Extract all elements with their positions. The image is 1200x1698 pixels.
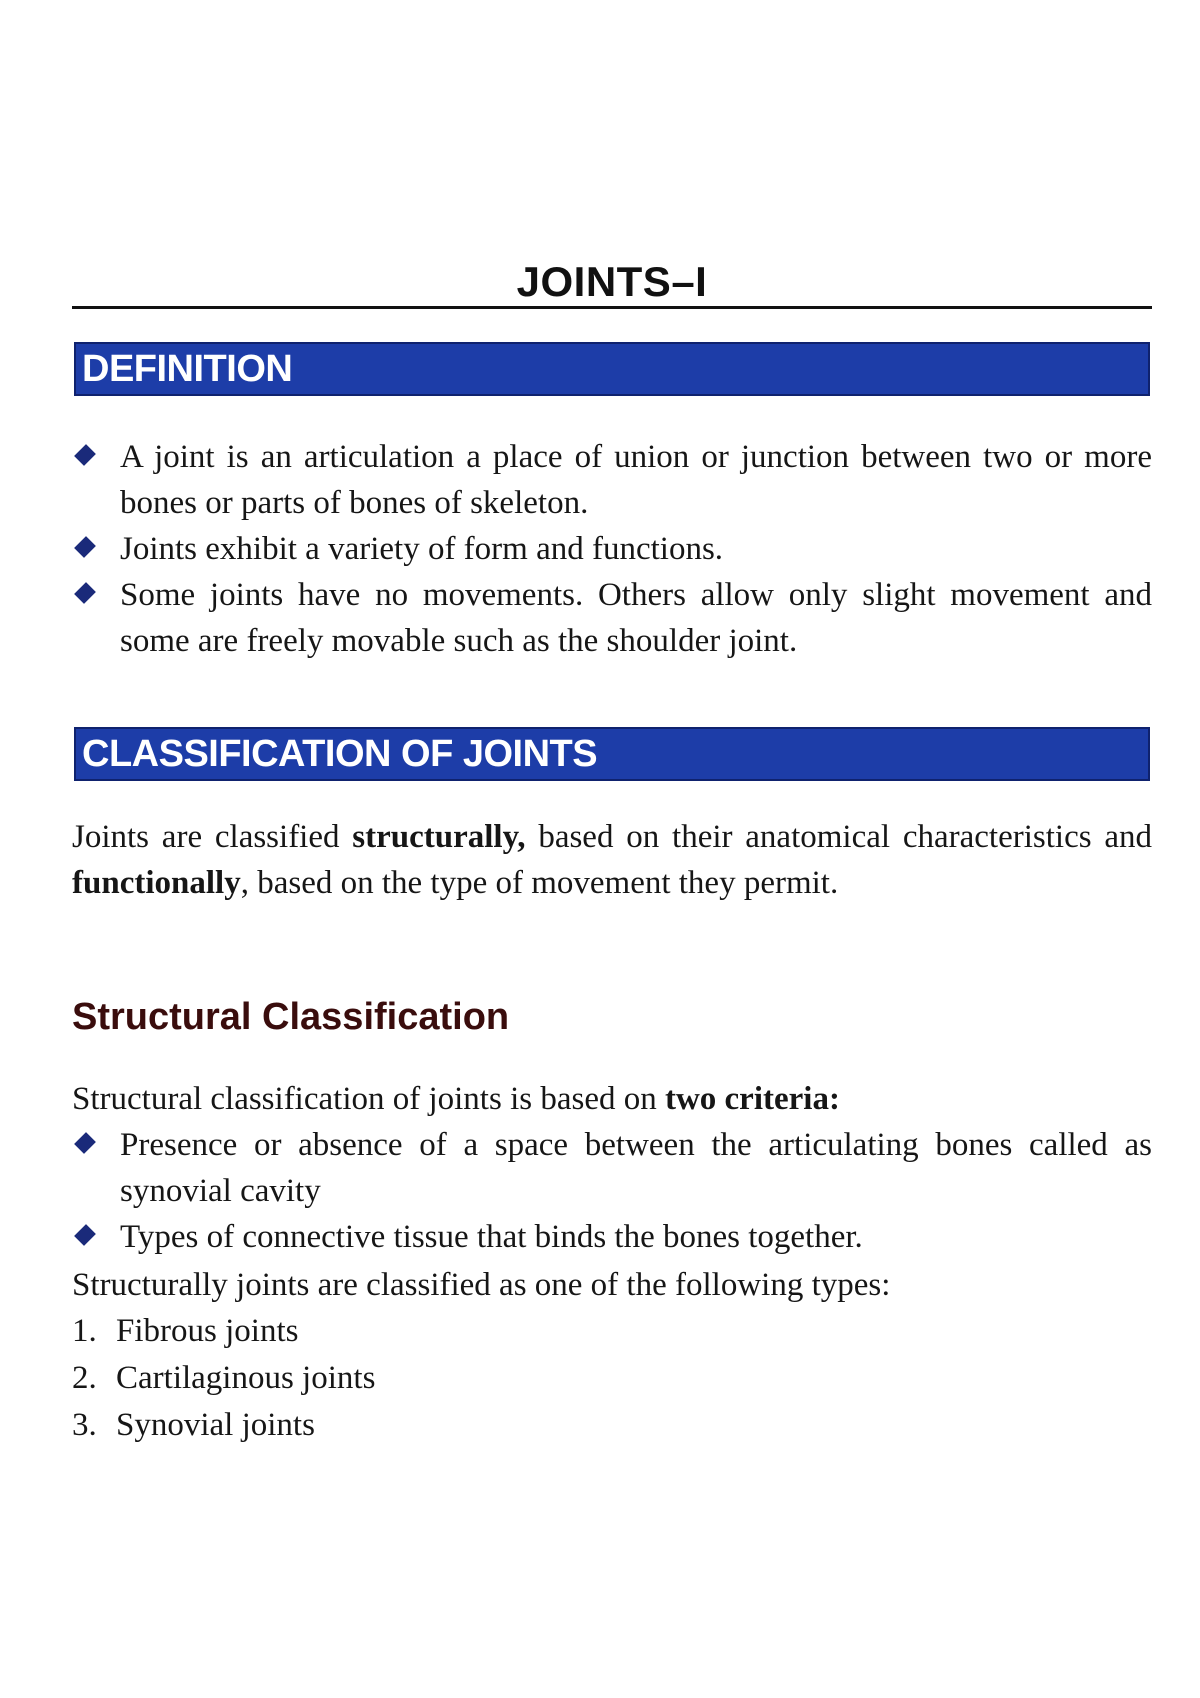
structural-classification-heading: Structural Classification [72,996,510,1038]
definition-bullet [72,526,1152,572]
definition-bullet-list [72,434,1152,664]
joint-type-label: Synovial joints [116,1407,315,1443]
joint-types-list [72,1308,375,1449]
joint-type-number: 2. [72,1360,97,1396]
diamond-bullet-icon [74,536,96,558]
intro-bold-structurally: structurally, [352,819,526,855]
definition-bullet [72,572,1152,664]
criteria-bullet-text: Types of connective tissue that binds the bones together. [120,1219,863,1255]
joint-type-item [72,1355,375,1402]
criteria-bullet [72,1214,1152,1260]
diamond-bullet-icon [74,444,96,466]
joint-type-item [72,1308,375,1355]
criteria-bullet [72,1122,1152,1214]
classification-intro [72,814,1152,906]
title-rule [72,306,1152,309]
definition-bullet-text: A joint is an articulation a place of union or junction between two or more bones or parts of bones of skeleton. [120,439,1152,521]
joint-type-number: 1. [72,1313,97,1349]
definition-heading: DEFINITION [82,347,293,390]
diamond-bullet-icon [74,1224,96,1246]
classification-heading-bar [74,727,1150,781]
diamond-bullet-icon [74,582,96,604]
definition-bullet-text: Some joints have no movements. Others allow only slight movement and some are freely movable such as the shoulder joint. [120,577,1152,659]
chapter-title: JOINTS–I [516,258,708,305]
joint-type-label: Cartilaginous joints [116,1360,376,1396]
structural-lead [72,1076,1152,1122]
joint-type-label: Fibrous joints [116,1313,299,1349]
diamond-bullet-icon [74,1132,96,1154]
intro-text: based on their anatomical characteristics and [525,819,1152,855]
structural-lead-bold: two criteria: [664,1081,840,1117]
definition-bullet-text: Joints exhibit a variety of form and functions. [120,531,724,567]
definition-bullet [72,434,1152,526]
joint-type-item [72,1402,375,1449]
criteria-bullet-text: Presence or absence of a space between the articulating bones called as synovial cavity [120,1127,1152,1209]
intro-text: Joints are classified [72,819,353,855]
intro-bold-functionally: functionally [72,865,241,901]
types-intro: Structurally joints are classified as one of the following types: [72,1267,891,1303]
intro-text: , based on the type of movement they permit. [240,865,839,901]
definition-heading-bar [74,342,1150,396]
criteria-bullet-list [72,1122,1152,1260]
structural-lead-text: Structural classification of joints is based on [72,1081,665,1117]
joint-type-number: 3. [72,1407,97,1443]
classification-heading: CLASSIFICATION OF JOINTS [82,732,598,775]
